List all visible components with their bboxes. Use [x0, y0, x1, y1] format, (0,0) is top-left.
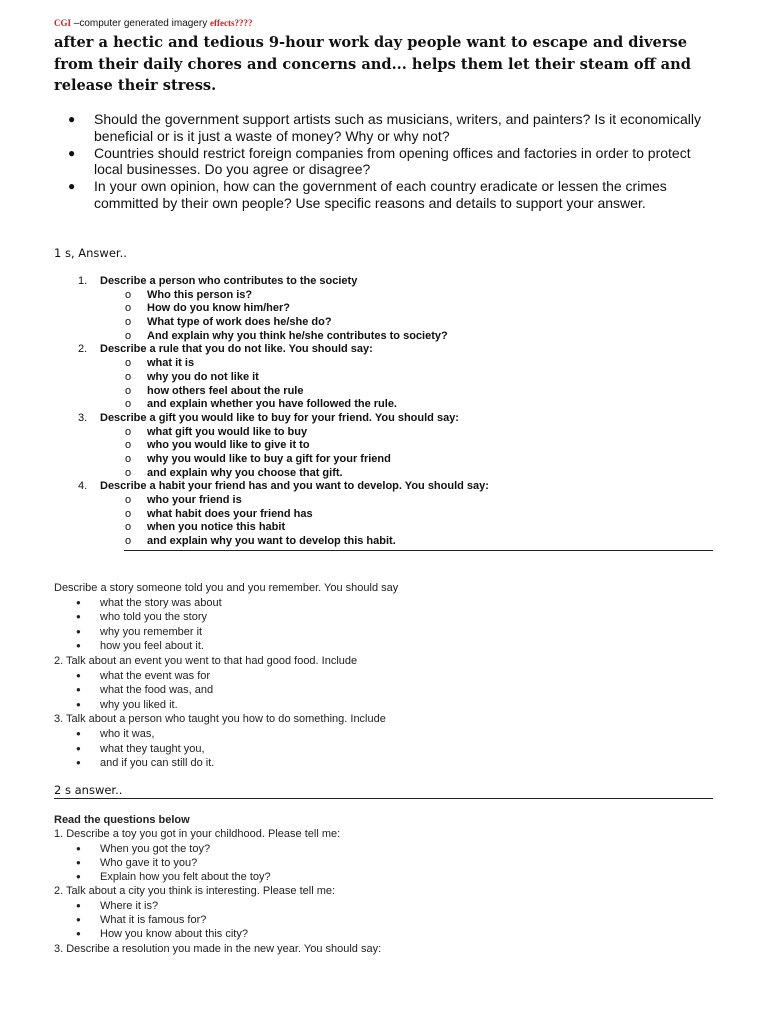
circle-bullet-icon: o	[125, 521, 132, 534]
cue-card-point: ● What it is famous for?	[76, 914, 207, 927]
cue-card-point: ● Where it is?	[76, 899, 159, 912]
cue-card-title: 4. Describe a habit your friend has and you want to develop. You should say:	[78, 480, 489, 493]
cue-card-point: ● How you know about this city?	[76, 928, 248, 941]
circle-bullet-icon: o	[125, 494, 132, 506]
cue-card-point: o when you notice this habit	[125, 521, 286, 534]
essay-question-text: Countries should restrict foreign companies from opening offices and factories in order to protect local businesses. Do you agree or disagree?	[94, 144, 691, 178]
bullet-icon: ●	[76, 915, 81, 925]
cue-card-point: ● Explain how you felt about the toy?	[76, 871, 271, 884]
cue-card-point: o why you would like to buy a gift for your friend	[125, 452, 391, 465]
bullet-icon: ●	[76, 597, 81, 607]
circle-bullet-icon: o	[125, 302, 132, 315]
section2-cue-cards	[54, 581, 714, 771]
section1-cue-cards	[78, 275, 718, 549]
cue-card-title: 3. Talk about a person who taught you how to do something. Include	[54, 713, 386, 726]
cue-card-point: o and explain whether you have followed the rule.	[125, 398, 397, 411]
cgi-label: CGI	[54, 18, 72, 28]
cue-card-point: ● why you remember it	[76, 625, 203, 638]
top-note	[54, 18, 252, 29]
cue-card-point: o And explain why you think he/she contributes to society?	[125, 329, 448, 342]
cue-card-title: 3. Describe a gift you would like to buy for your friend. You should say:	[78, 411, 459, 424]
circle-bullet-icon: o	[125, 425, 132, 438]
circle-bullet-icon: o	[125, 466, 132, 479]
cue-card-title: 1. Describe a toy you got in your childhood. Please tell me:	[54, 828, 341, 841]
cue-card-point: o why you do not like it	[125, 370, 259, 383]
section2-divider	[54, 798, 713, 799]
bullet-icon: ●	[76, 699, 81, 709]
cue-card-point: ● When you got the toy?	[76, 842, 211, 855]
bullet-icon: ●	[76, 929, 81, 939]
essay-question	[66, 145, 716, 179]
circle-bullet-icon: o	[125, 357, 132, 370]
bullet-icon: ●	[68, 179, 76, 194]
cue-card-point: o and explain why you choose that gift.	[125, 466, 343, 479]
effects-label: effects????	[209, 18, 253, 28]
essay-question-text: Should the government support artists such as musicians, writers, and painters? Is it economically beneficial or is it just a waste of money? Why or why not?	[94, 111, 701, 144]
bullet-icon: ●	[76, 641, 81, 651]
essay-question	[66, 178, 716, 212]
cue-card-point: ● who it was,	[76, 727, 155, 740]
bullet-icon: ●	[68, 145, 76, 160]
essay-question-list	[66, 111, 716, 212]
cue-card-point: o what habit does your friend has	[125, 507, 313, 520]
bullet-icon: ●	[76, 857, 81, 867]
bullet-icon: ●	[76, 685, 81, 695]
bullet-icon: ●	[76, 612, 81, 622]
cue-card-point: ● what the story was about	[76, 596, 222, 609]
cue-card-title: 2. Talk about a city you think is interesting. Please tell me:	[54, 885, 336, 898]
cue-card-title: 3. Describe a resolution you made in the new year. You should say:	[54, 942, 382, 955]
circle-bullet-icon: o	[125, 288, 132, 301]
cue-card-point: o How do you know him/her?	[125, 302, 290, 315]
cue-card-point: ● what the food was, and	[76, 684, 214, 697]
circle-bullet-icon: o	[125, 384, 132, 397]
bullet-icon: ●	[76, 872, 81, 882]
bullet-icon: ●	[68, 112, 76, 126]
circle-bullet-icon: o	[125, 329, 132, 342]
bullet-icon: ●	[76, 900, 81, 910]
cue-card-point: ● why you liked it.	[76, 698, 178, 711]
cue-card-title: 1. Describe a person who contributes to the society	[78, 275, 358, 287]
cue-card-point: o and explain why you want to develop this habit.	[125, 535, 396, 548]
circle-bullet-icon: o	[125, 316, 132, 329]
circle-bullet-icon: o	[125, 535, 132, 548]
bullet-icon: ●	[76, 743, 81, 753]
cue-card-point: ● how you feel about it.	[76, 640, 204, 653]
essay-question-text: In your own opinion, how can the government of each country eradicate or lessen the crimes committed by their own people? Use specific reasons and details to support your answer.	[94, 178, 667, 211]
cue-card-point: ● who told you the story	[76, 611, 208, 624]
cue-card-point: ● what they taught you,	[76, 742, 205, 755]
cue-card-point: o Who this person is?	[125, 288, 253, 301]
section2-heading: 2 s answer..	[54, 783, 123, 797]
cue-card-point: ● and if you can still do it.	[76, 757, 215, 770]
intro-paragraph: after a hectic and tedious 9-hour work day people want to escape and diverse from their daily chores and concerns and... helps them let their steam off and release their stress.	[54, 34, 691, 94]
circle-bullet-icon: o	[125, 398, 132, 411]
bullet-icon: ●	[76, 843, 81, 853]
bullet-icon: ●	[76, 758, 81, 768]
bullet-icon: ●	[76, 626, 81, 636]
bullet-icon: ●	[76, 670, 81, 680]
cue-card-point: o who you would like to give it to	[125, 439, 310, 452]
essay-question	[66, 111, 716, 145]
section3-cue-cards	[54, 813, 714, 956]
cue-card-title: 2. Talk about an event you went to that had good food. Include	[54, 654, 358, 667]
cue-card-point: o what gift you would like to buy	[125, 425, 308, 438]
cue-card-point: o how others feel about the rule	[125, 384, 304, 397]
circle-bullet-icon: o	[125, 507, 132, 520]
cue-card-title: Describe a story someone told you and you remember. You should say	[54, 582, 399, 594]
cgi-definition: –computer generated imagery	[71, 18, 210, 29]
cue-card-point: o who your friend is	[125, 494, 242, 506]
cue-card-point: o what it is	[125, 357, 195, 370]
circle-bullet-icon: o	[125, 370, 132, 383]
cue-card-point: ● what the event was for	[76, 669, 211, 682]
cue-card-point: ● Who gave it to you?	[76, 856, 198, 869]
section3-title: Read the questions below	[54, 814, 190, 826]
section1-divider	[124, 550, 713, 551]
bullet-icon: ●	[76, 728, 81, 738]
section1-heading: 1 s, Answer..	[54, 246, 127, 260]
circle-bullet-icon: o	[125, 439, 132, 452]
cue-card-title: 2. Describe a rule that you do not like. You should say:	[78, 343, 373, 356]
circle-bullet-icon: o	[125, 452, 132, 465]
cue-card-point: o What type of work does he/she do?	[125, 316, 332, 329]
